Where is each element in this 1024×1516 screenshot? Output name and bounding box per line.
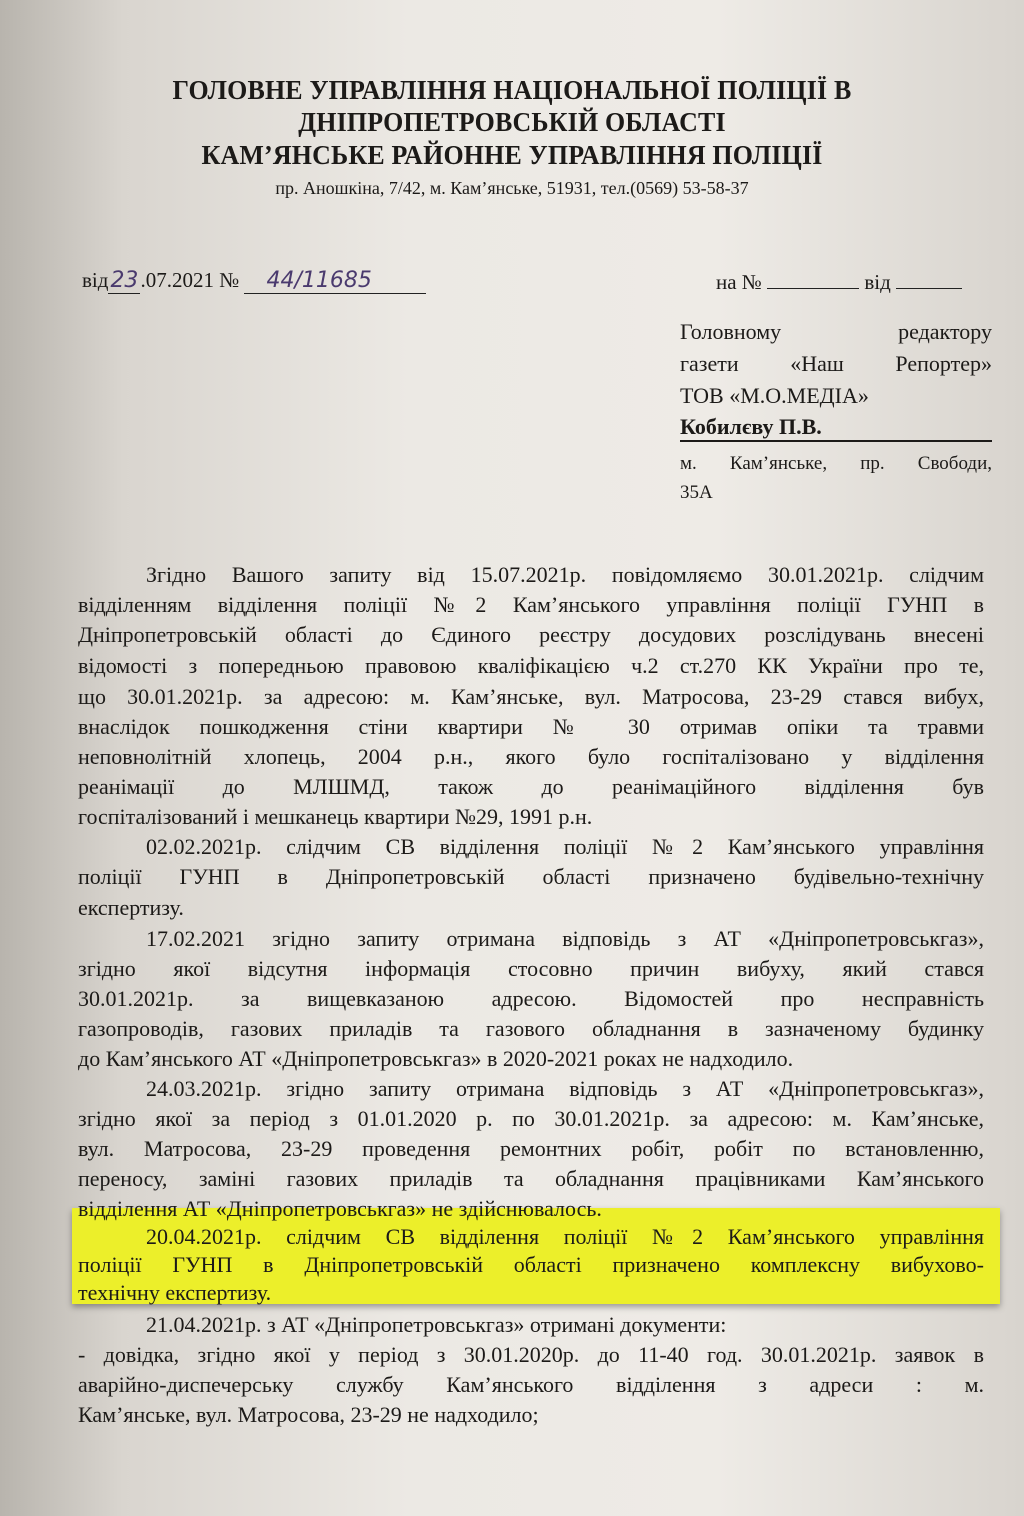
body-line: відомості з попередньою правовою кваліфікацією ч.2 ст.270 КК України про те, bbox=[78, 653, 984, 678]
header-line-3: КАМ’ЯНСЬКЕ РАЙОННЕ УПРАВЛІННЯ ПОЛІЦІЇ bbox=[201, 140, 823, 170]
highlighted-body-line: 20.04.2021р. слідчим СВ відділення поліції №2 Кам’янського управління bbox=[146, 1224, 984, 1249]
body-line: переносу, заміні газових приладів та обладнання працівниками Кам’янського bbox=[78, 1166, 984, 1191]
recipient-word: газети bbox=[680, 351, 739, 376]
to-number-label: на № bbox=[716, 270, 762, 294]
recipient-address-1 bbox=[680, 448, 992, 479]
body-line: Дніпропетровській області до Єдиного реєстру досудових розслідувань внесені bbox=[78, 622, 984, 647]
body-line: - довідка, згідно якої у період з 30.01.2020р. до 11-40 год. 30.01.2021р. заявок в bbox=[78, 1342, 984, 1367]
body-line: Згідно Вашого запиту від 15.07.2021р. повідомляємо 30.01.2021р. слідчим bbox=[146, 562, 984, 587]
body-line: експертизу. bbox=[78, 895, 184, 920]
recipient-name: Кобилєву П.В. bbox=[680, 414, 822, 439]
body-line: згідно якої за період з 01.01.2020 р. по 30.01.2021р. за адресою: м. Кам’янське, bbox=[78, 1106, 984, 1131]
body-line: згідно якої відсутня інформація стосовно причин вибуху, який стався bbox=[78, 956, 984, 981]
body-line: 21.04.2021р. з АТ «Дніпропетровськгаз» отримані документи: bbox=[146, 1312, 727, 1337]
handwritten-day: 23 bbox=[110, 268, 139, 293]
handwritten-number: 44/11685 bbox=[244, 268, 426, 294]
body-line: відділення АТ «Дніпропетровськгаз» не здійснювалось. bbox=[78, 1196, 602, 1221]
body-line: газопроводів, газових приладів та газового обладнання в зазначеному будинку bbox=[78, 1016, 984, 1041]
from-label: від bbox=[82, 268, 109, 292]
body-line: аварійно-диспечерську службу Кам’янського відділення з адреси : м. bbox=[78, 1372, 984, 1397]
body-line: 02.02.2021р. слідчим СВ відділення поліції №2 Кам’янського управління bbox=[146, 834, 984, 859]
recipient-line-3: ТОВ «М.О.МЕДІА» bbox=[680, 383, 869, 408]
body-line: реанімації до МЛШМД, також до реанімаційного відділення був bbox=[78, 774, 984, 799]
header-address: пр. Аношкіна, 7/42, м. Кам’янське, 51931, тел.(0569) 53-58-37 bbox=[275, 178, 749, 198]
to-date-label: від bbox=[864, 270, 891, 294]
header-line-1: ГОЛОВНЕ УПРАВЛІННЯ НАЦІОНАЛЬНОЇ ПОЛІЦІЇ В bbox=[172, 75, 852, 105]
header-line-2: ДНІПРОПЕТРОВСЬКІЙ ОБЛАСТІ bbox=[298, 107, 726, 137]
body-line: 30.01.2021р. за вищевказаною адресою. Відомостей про несправність bbox=[78, 986, 984, 1011]
body-line: поліції ГУНП в Дніпропетровській області призначено будівельно-технічну bbox=[78, 864, 984, 889]
body-line: внаслідок пошкодження стіни квартири № 30 отримав опіки та травми bbox=[78, 714, 984, 739]
body-line: неповнолітній хлопець, 2004 р.н., якого було госпіталізовано у відділення bbox=[78, 744, 984, 769]
recipient-line-2 bbox=[680, 348, 992, 379]
body-line: відділенням відділення поліції №2 Кам’янського управління поліції ГУНП в bbox=[78, 592, 984, 617]
highlighted-body-line: технічну експертизу. bbox=[78, 1280, 272, 1305]
recipient-address-text: м. Кам’янське, пр. Свободи, bbox=[680, 453, 992, 474]
body-line: вул. Матросова, 23-29 проведення ремонтних робіт, робіт по встановленню, bbox=[78, 1136, 984, 1161]
date-rest: .07.2021 № bbox=[140, 268, 240, 292]
recipient-word: редактору bbox=[898, 319, 992, 344]
recipient-word: «Наш bbox=[790, 351, 844, 376]
recipient-word: Репортер» bbox=[895, 351, 992, 376]
body-line: до Кам’янського АТ «Дніпропетровськгаз» в 2020-2021 роках не надходило. bbox=[78, 1046, 794, 1071]
recipient-divider bbox=[680, 440, 992, 442]
outgoing-reference bbox=[82, 268, 426, 294]
incoming-reference bbox=[716, 268, 962, 295]
body-line: 24.03.2021р. згідно запиту отримана відповідь з АТ «Дніпропетровськгаз», bbox=[146, 1076, 984, 1101]
recipient-address-2: 35А bbox=[680, 482, 713, 503]
recipient-line-1 bbox=[680, 316, 992, 347]
to-date-blank bbox=[896, 268, 962, 289]
body-line: госпіталізований і мешканець квартири №29, 1991 р.н. bbox=[78, 804, 593, 829]
body-line: 17.02.2021 згідно запиту отримана відповідь з АТ «Дніпропетровськгаз», bbox=[146, 926, 984, 951]
recipient-word: Головному bbox=[680, 319, 782, 344]
body-line: Кам’янське, вул. Матросова, 23-29 не надходило; bbox=[78, 1402, 539, 1427]
to-number-blank bbox=[767, 268, 859, 289]
body-line: що 30.01.2021р. за адресою: м. Кам’янське, вул. Матросова, 23-29 стався вибух, bbox=[78, 684, 984, 709]
highlighted-body-line: поліції ГУНП в Дніпропетровській області призначено комплексну вибухово- bbox=[78, 1252, 984, 1277]
